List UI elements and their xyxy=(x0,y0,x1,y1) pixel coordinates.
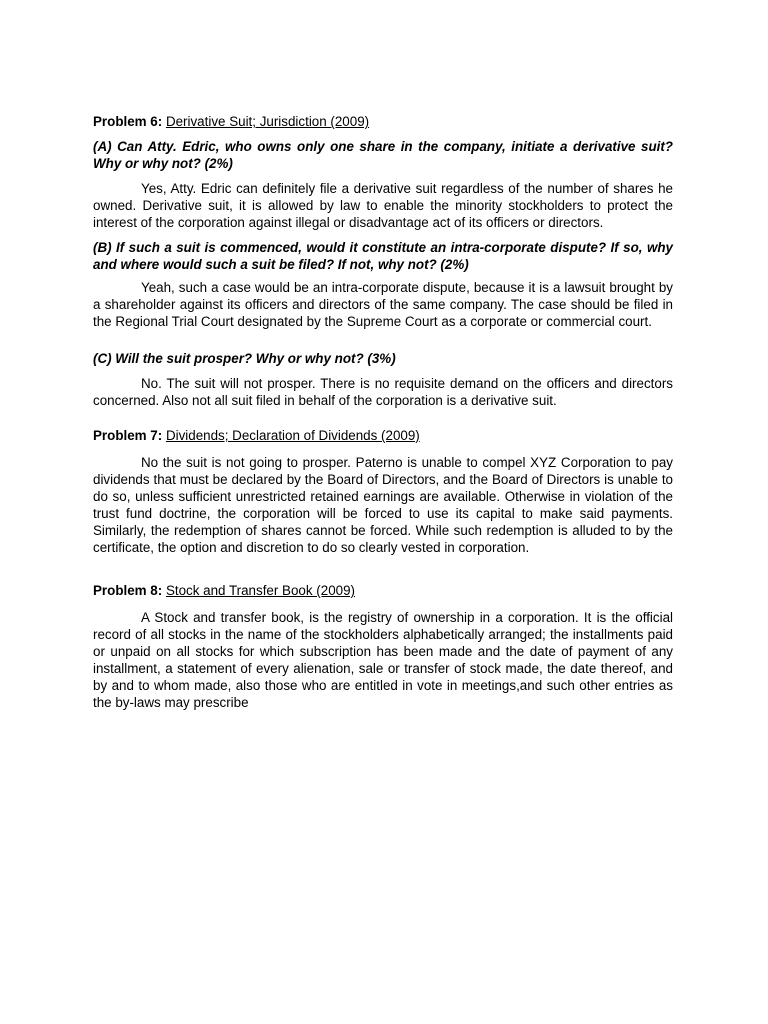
question-b: (B) If such a suit is commenced, would it constitute an intra-corporate dispute? If so, why and where would such a suit be filed? If not, why not? (2%) xyxy=(93,240,673,272)
problem-8-heading xyxy=(93,582,673,599)
question-c: (C) Will the suit prosper? Why or why not? (3%) xyxy=(93,351,396,366)
problem-7-answer: No the suit is not going to prosper. Paterno is unable to compel XYZ Corporation to pay dividends that must be declared by the Board of Directors, and the Board of Directors is unable to do so, unless sufficient unrestricted retained earnings are available. Otherwise in violation of the trust fund doctrine, the corporation will be forced to use its capital to make said payments. Similarly, the redemption of shares cannot be forced. While such redemption is alluded to by the certificate, the option and discretion to do so clearly vested in corporation. xyxy=(93,455,673,555)
problem-8-topic: Stock and Transfer Book (2009) xyxy=(165,583,355,598)
problem-6-topic: Derivative Suit; Jurisdiction (2009) xyxy=(165,114,370,129)
problem-6-label: Problem 6: xyxy=(93,114,163,129)
question-a: (A) Can Atty. Edric, who owns only one share in the company, initiate a derivative suit? Why or why not? (2%) xyxy=(93,139,673,171)
problem-7-heading xyxy=(93,427,673,444)
answer-c: No. The suit will not prosper. There is no requisite demand on the officers and directors concerned. Also not all suit filed in behalf of the corporation is a derivative suit. xyxy=(93,376,673,408)
answer-b: Yeah, such a case would be an intra-corporate dispute, because it is a lawsuit brought by a shareholder against its officers and directors of the same company. The case should be filed in the Regional Trial Court designated by the Supreme Court as a corporate or commercial court. xyxy=(93,280,673,329)
problem-8-label: Problem 8: xyxy=(93,583,163,598)
document-page xyxy=(93,113,673,711)
problem-7-topic: Dividends; Declaration of Dividends (2009) xyxy=(165,428,420,443)
problem-7-label: Problem 7: xyxy=(93,428,163,443)
problem-8-answer: A Stock and transfer book, is the registry of ownership in a corporation. It is the official record of all stocks in the name of the stockholders alphabetically arranged; the installments paid or unpaid on all stocks for which subscription has been made and the date of payment of any installment, a statement of every alienation, sale or transfer of stock made, the date thereof, and by and to whom made, also those who are entitled in vote in meetings,and such other entries as the by-laws may prescribe xyxy=(93,610,673,710)
problem-6-heading xyxy=(93,113,673,130)
answer-a: Yes, Atty. Edric can definitely file a derivative suit regardless of the number of shares he owned. Derivative suit, it is allowed by law to enable the minority stockholders to protect the interest of the corporation against illegal or disadvantage act of its officers or directors. xyxy=(93,181,673,230)
